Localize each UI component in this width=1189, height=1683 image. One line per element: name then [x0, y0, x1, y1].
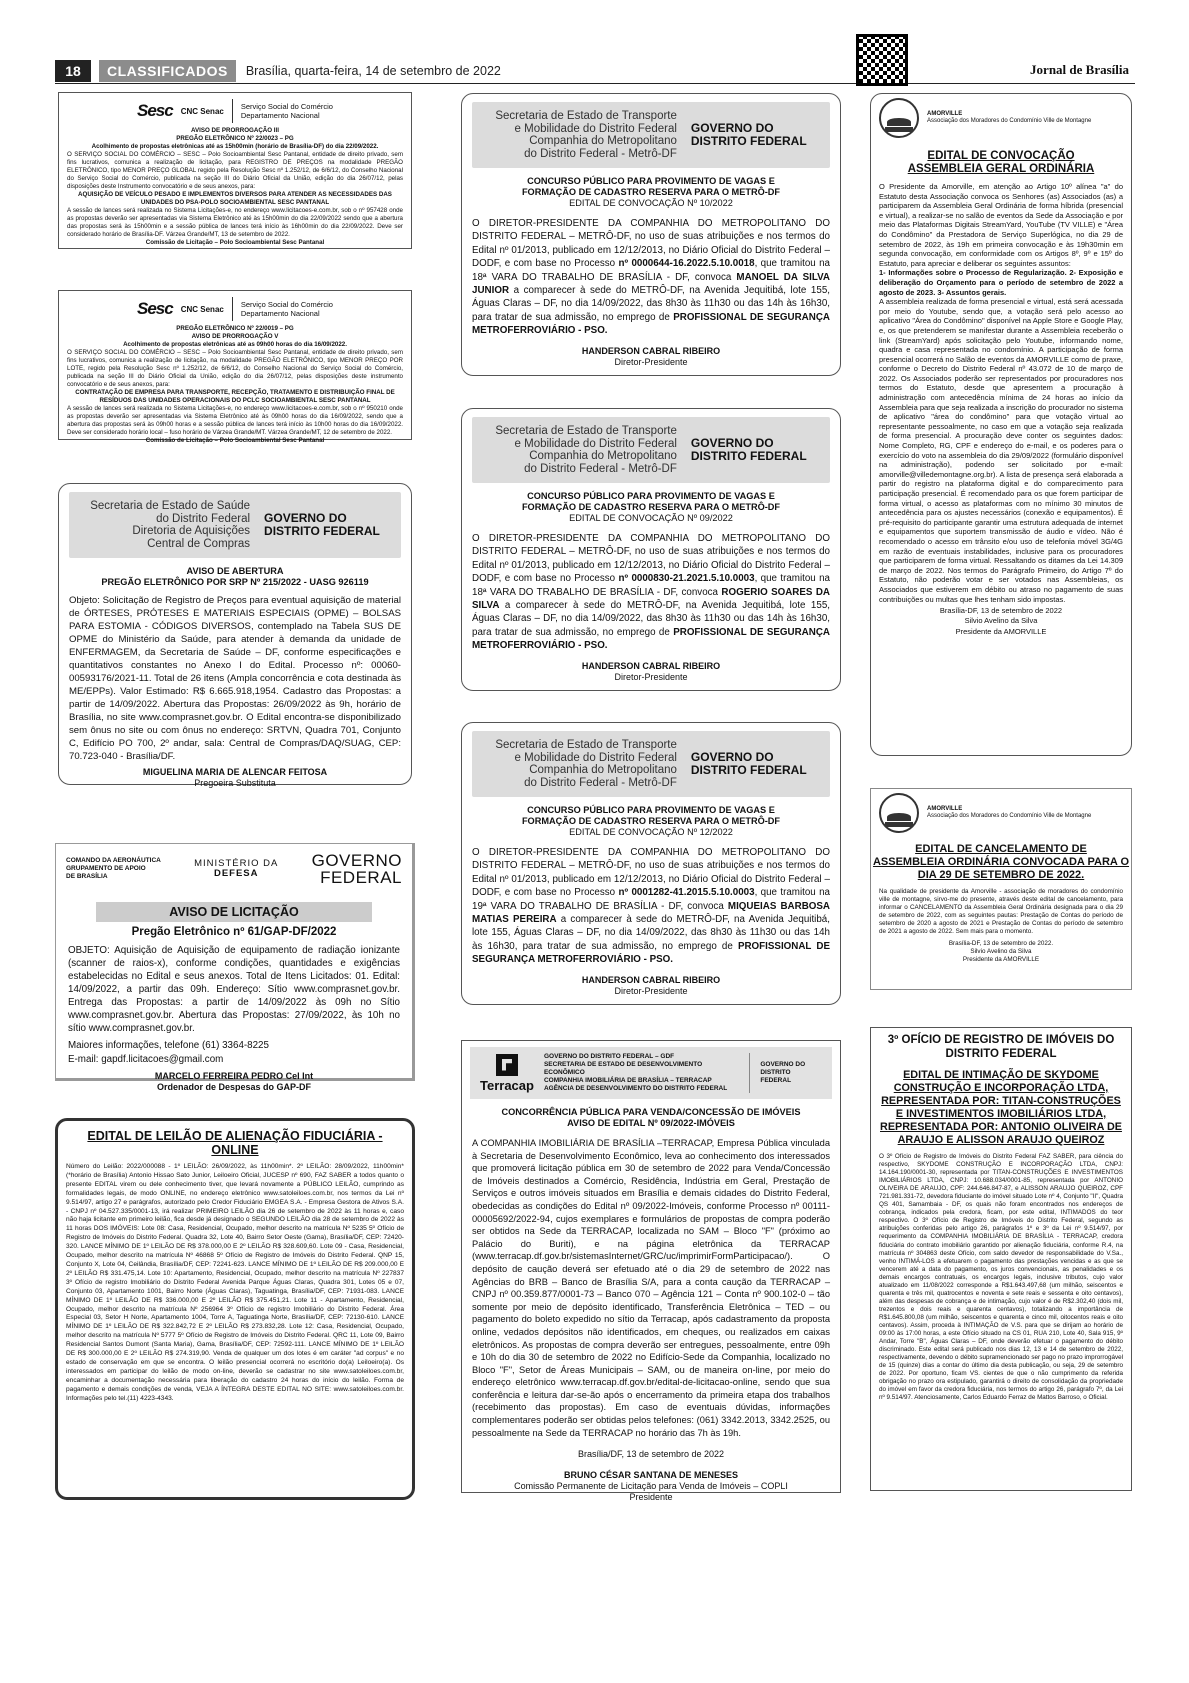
candidate-name: MIQUEIAS BARBOSA MATIAS PEREIRA	[472, 900, 830, 926]
gov-line-1: GOVERNO DO	[264, 511, 347, 525]
notice-date: Brasília/DF, 13 de setembro de 2022	[577, 1449, 725, 1460]
process-number: nº 0000644-16.2022.5.10.0018	[618, 258, 755, 270]
org-line-3: Companhia do Metropolitano	[529, 450, 677, 462]
amorville-convocation	[870, 93, 1132, 756]
process-number: nº 0000830-21.2021.5.10.0003	[618, 573, 755, 585]
signer-name: MIGUELINA MARIA DE ALENCAR FEITOSA	[142, 767, 328, 777]
signer-name: HANDERSON CABRAL RIBEIRO	[581, 345, 721, 356]
notice-body-2: A assembleia realizada de forma presencial e virtual, está será acessada por meio do Youtube, sendo que, a votação será pelo acesso ao aplicativo "Área do Condômino" disponível na Apple Store e Google Play, e, os que pretenderem se manifestar durante a Assembleia receberão o link (StreamYard) após solicitação pelo Youtube, informando nome, quadra e casa representada no condomínio. A participação de forma presencial ocorrerá no Salão de eventos da AMORVILLE como de praxe, conforme o Decreto do Distrito Federal nº 43.072 de 10 de março de 2022. Os Associados poderão ser representados por procuradores nos termos do Estatuto, desde que apresentem a procuração à administração com antecedência mínima de 24 horas ao início da Assembleia para que seja realizada a inscrição do procurador no sistema de aplicativo "área do condômino" para que votação virtual ao representante pessoalmente, no caso em que a votação seja realizada de forma presencial. A procuração deve conter os seguintes dados: Nome Completo, RG, CPF e endereço do e-mail, e os poderes para o exercício do voto na assembleia do dia 29/09/2022 (formulário disponível na administração), podendo ser solicitado por e-mail: amorville@villedemontagne.org.br). A lista de presença será elaborada a partir do registro na plataforma digital e do comparecimento para participação presencial. É recomendado para os que forem participar de forma virtual, o acesso as plataformas com no mínimo 30 minutos de antecedência para os ajustes necessários (conexão e equipamentos). É pré-requisito do participante garantir uma estrutura adequada de internet e equipamentos que suportem transmissão de áudio e vídeo. Não é recomendado o acesso em trânsito e/ou uso de telefonia móvel 3G/4G em razão de eventuais instabilidades, inclusive para os procuradores que participarem de forma virtual. Ressaltando os ditames da Lei 14.309 de março de 2022. Nos termos do Parágrafo Primeiro, do Artigo 7º do Estatuto, não poderão votar e ser votados nas Assembleias, os Associados que estiverem em débito ou atraso no pagamento de suas contribuições ou multas que lhes tenham sido impostas.	[879, 297, 1123, 604]
registry-subtitle: EDITAL DE INTIMAÇÃO DE SKYDOME CONSTRUÇÃO E INCORPORAÇÃO LTDA, REPRESENTADA POR: TITAN-CONSTRUÇÕES E INVESTIMENTOS IMOBILIÁRIOS LTDA, REPRESENTADA POR: ANTONIO OLIVEIRA DE ARAUJO E ALISSON ARAUJO QUEIROZ	[880, 1069, 1122, 1146]
signer-name: Silvio Avelino da Silva	[970, 948, 1032, 955]
registry-title-2: DISTRITO FEDERAL	[945, 1047, 1057, 1060]
signer-role: Comissão Permanente de Licitação para Venda de Imóveis – COPLI	[514, 1481, 788, 1492]
amorville-logo-icon	[879, 98, 919, 138]
notice-header	[472, 102, 830, 168]
metro-notice-3	[461, 722, 841, 1005]
job-title: PROFISSIONAL DE SEGURANÇA METROFERROVIÁRIO - PSO.	[472, 940, 830, 966]
notice-title: EDITAL DE LEILÃO DE ALIENAÇÃO FIDUCIÁRIA - ONLINE	[87, 1129, 383, 1157]
gov-line-1: GOVERNO DO	[690, 436, 774, 450]
org-line-1: Serviço Social do Comércio	[240, 102, 333, 111]
org-line-3: COMPANHIA IMOBILIÁRIA DE BRASÍLIA – TERRACAP	[543, 1077, 712, 1084]
divider	[232, 99, 233, 123]
job-title: PROFISSIONAL DE SEGURANÇA METROFERROVIÁRIO - PSO.	[472, 626, 830, 652]
gov-line-2: DISTRITO FEDERAL	[690, 134, 807, 148]
org-line-2: Departamento Nacional	[240, 309, 320, 318]
notice-body: Objeto: Solicitação de Registro de Preços para eventual aquisição de material de ÓRTESES, PRÓTESES E MATERIAIS ESPECIAIS (OPME) – BOLSAS PARA ESTOMIA - CÓDIGOS DIVERSOS, contemplado na Tabela SUS DE OPME do Ministério da Saúde, para atender à demanda da unidade de ENFERMAGEM, da Secretaria de Saúde – DF, conforme especificações e quantitativos constantes no Anexo I do Edital. Processo nº: 00060-00593176/2021-11. Total de 26 itens (Ampla concorrência e cota destinada às ME/EPPs). Valor Estimado: R$ 6.665.918,1954. Cadastro das Propostas: a partir de 14/09/2022. Abertura das Propostas: 26/09/2022 às 9h, horário de Brasília, no site www.comprasnet.gov.br. O Edital encontra-se disponibilizado sem ônus no site ou com ônus no endereço: SRTVN, Quadra 701, Conjunto C, Edifício PO 700, 2º andar, sala: Central de Compras/DAQ/SUAG, CEP: 70.723-040 - Brasília/DF.	[69, 595, 401, 762]
org-line-3: Diretoria de Aquisições	[132, 525, 251, 537]
notice-body-2: A sessão de lances será realizada no Sistema Licitações-e, no endereço www.licitacoes-e.com.br, sob o nº 950210 onde as propostas deverão ser apresentadas via Sistema Eletrônico até às 09h00 horas do dia 16/09/2022, sendo que a abertura das propostas será às 09h00 horas e a sessão pública de lances terá início às 10h00 horas do dia 16/09/2022. Deve ser considerado horário local – fuso horário de Várzea Grande/MT. Várzea Grande/MT, 12 de setembro de 2022.	[67, 405, 403, 436]
notice-title: AVISO DE ABERTURA	[186, 566, 284, 576]
signer-role: Presidente da AMORVILLE	[955, 626, 1047, 636]
amorville-header	[871, 789, 1131, 837]
amorville-cancellation	[870, 788, 1132, 990]
body-pre: O DIRETOR-PRESIDENTE DA COMPANHIA DO METROPOLITANO DO DISTRITO FEDERAL – METRÔ-DF, no uso de suas atribuições e nos termos do Edital nº 01/2013, publicado em 12/12/2013, no Diário Oficial do Distrito Federal – DODF, e com base no Processo	[472, 218, 830, 270]
registro-notice	[870, 1027, 1132, 1491]
notice-title-2: FORMAÇÃO DE CADASTRO RESERVA PARA O METRÔ-DF	[521, 816, 781, 826]
notice-signature: Comissão de Licitação – Polo Socioambiental Sesc Pantanal	[145, 239, 325, 246]
notice-header	[69, 492, 401, 558]
notice-date: Brasília-DF, 13 de setembro de 2022	[939, 606, 1063, 616]
notice-body: O SERVIÇO SOCIAL DO COMÉRCIO – SESC – Polo Socioambiental Sesc Pantanal, entidade de direito privado, sem fins lucrativos, comunica a realização de licitação, para REGISTRO DE PREÇOS na modalidade PREGÃO ELETRÔNICO, tipo MENOR PREÇO GLOBAL regido pela Resolução Sesc nº 1.252/12, de 6/6/12, do Conselho Nacional do Serviço Social do Comércio, publicada na seção III do Diário Oficial da União, edição do dia 26/07/12, pelas disposições deste Instrumento convocatório e de seus anexos, para:	[67, 151, 403, 190]
registry-title-1: 3º OFÍCIO DE REGISTRO DE IMÓVEIS DO	[887, 1034, 1115, 1046]
signer-name: BRUNO CÉSAR SANTANA DE MENESES	[563, 1470, 738, 1481]
signer-role: Diretor-Presidente	[614, 985, 688, 996]
terracap-logo-text: Terracap	[480, 1077, 534, 1093]
candidate-name: ROGERIO SOARES DA SILVA	[472, 586, 830, 612]
notice-title-2: FORMAÇÃO DE CADASTRO RESERVA PARA O METRÔ-DF	[521, 187, 781, 197]
sesc-notice-2	[58, 290, 412, 444]
notice-title-1: CONCURSO PÚBLICO PARA PROVIMENTO DE VAGAS E	[527, 176, 775, 186]
body-post: a comparecer à sede do METRÔ-DF, na Avenida Jequitibá, lote 155, Águas Claras – DF, no dia 14/09/2022, das 8h30 às 11h30 ou das 14h às 16h30, para tratar de sua admissão, no emprego de	[472, 600, 830, 638]
signer-role: Diretor-Presidente	[614, 671, 688, 682]
org-line-3: Companhia do Metropolitano	[529, 135, 677, 147]
notice-title: PREGÃO ELETRÔNICO Nº 22/0019 – PG	[176, 325, 294, 332]
notice-title: EDITAL DE CONVOCAÇÃO	[927, 150, 1075, 162]
signer-role: Diretor-Presidente	[614, 356, 688, 367]
notice-object: CONTRATAÇÃO DE EMPRESA PARA TRANSPORTE, RECEPÇÃO, TRATAMENTO E DISTRIBUIÇÃO FINAL DE RESÍDUOS DAS UNIDADES OPERACIONAIS DO PCLC SOCIOAMBIENTAL SESC PANTANAL	[75, 389, 395, 404]
org-line-4: AGÊNCIA DE DESENVOLVIMENTO DO DISTRITO FEDERAL	[543, 1085, 728, 1092]
divider	[232, 297, 233, 321]
ministry-line-2: DEFESA	[213, 868, 259, 879]
notice-header	[472, 417, 830, 483]
org-line-1: GOVERNO DO DISTRITO FEDERAL – GDF	[543, 1053, 675, 1060]
body-pre: O DIRETOR-PRESIDENTE DA COMPANHIA DO METROPOLITANO DO DISTRITO FEDERAL – METRÔ-DF, no uso de suas atribuições e nos termos do Edital nº 01/2013, publicado em 12/12/2013, no Diário Oficial do Distrito Federal – DODF, e com base no Processo	[472, 533, 830, 585]
notice-body-2: A sessão de lances será realizada no Sistema Licitações-e, no endereço www.licitacoes-e.com.br, sob o nº 957428 onde as propostas deverão ser apresentadas via Sistema Eletrônico até às 15h00min do dia 22/09/2022 sendo que a abertura das propostas será às 15h00min e a sessão pública de lances terá início às 16h00min do dia 22/09/2022. Deve ser considerado horário de Brasília-DF. Várzea Grande/MT, 13 de setembro de 2022.	[67, 207, 403, 238]
association-subtitle: Associação dos Moradores do Condomínio Ville de Montagne	[927, 118, 1092, 124]
process-number: nº 0001282-41.2015.5.10.0003	[618, 887, 755, 899]
notice-header	[472, 731, 830, 797]
notice-body: O 3º Ofício de Registro de Imóveis do Distrito Federal FAZ SABER, para ciência do respectivo, SKYDOME CONSTRUÇÃO E INCORPORAÇÃO LTDA, CNPJ: 14.164.190/0001-30, representada por TITAN-CONSTRUÇÕES E INVESTIMENTOS IMOBILIÁRIOS LTDA, CNPJ: 10.688.034/0001-85, representada por ANTONIO OLIVEIRA DE ARAUJO, CPF: 244.646.847-87, e ALISSON ARAUJO QUEIROZ, CPF 721.981.331-72, devedora fiduciante do imóvel situado Lote nº 4, Conjunto "II", Quadra QS 401, Samambaia - DF, os quais não foram encontrados nos endereços de cobrança, indicados pela credora, ficam, por este edital, INTIMADOS do teor respectivo. O 3º Ofício de Registro de Imóveis do Distrito Federal, segundo as atribuições conferidas pelo artigo 26, parágrafos 1º e 3º da Lei nº 9.514/97, por requerimento da COMPANHIA IMOBILIÁRIA DE BRASÍLIA - TERRACAP, credora fiduciária do contrato imobiliário garantido por alienação fiduciária, conforme R.4, na matrícula nº 304863 deste Ofício, com saldo devedor de responsabilidade do V.Sa., venho INTIMÁ-LOS a efetuarem o pagamento das prestações vencidas e as que se vencerem até a data do pagamento, os juros convencionais, as penalidades e os demais encargos contratuais, os encargos legais, inclusive tributos, cujo valor atualizado em 11/08/2022 corresponde a R$1.643.497,68 (um milhão, seiscentos e quarenta e três mil, quatrocentos e noventa e sete reais e sessenta e oito centavos), além das despesas de cobrança e de intimação, cujo valor é de R$2.302,40 (dois mil, trezentos e dois reais e quarenta centavos), totalizando a importância de R$1.645.800,08 (um milhão, seiscentos e quarenta e cinco mil, oitocentos reais e oito centavos). Assim, proceda à INTIMAÇÃO de V.S. para que se dirijam ao horário de 09:00 às 17:00 horas, a este Ofício situado na CS 01, RUA 210, Lote 40, Sala 915, 9º Andar, Torre "B", Águas Claras – DF, onde deverão efetuar o pagamento do débito discriminado. Este edital será publicado nos dias 12, 13 e 14 de setembro de 2022, respectivamente, devendo o débito supramencionado ser pago no prazo improrrogável de 15 (quinze) dias a contar do último dia desta publicação, ou seja, 29 de setembro de 2022. Por oportuno, ficam VS. cientes de que o não cumprimento da referida obrigação no prazo ora estipulado, garantirá o direito de consolidação da propriedade do imóvel em favor da credora fiduciária, nos termos do artigo 26, parágrafo 7º, da Lei nº 9.514/97. Atenciosamente, Carlos Eduardo Ferraz de Mattos Barroso, o Oficial.	[879, 1153, 1123, 1402]
notice-title: Pregão Eletrônico nº 61/GAP-DF/2022	[131, 926, 337, 938]
signer-role: Pregoeira Substituta	[194, 778, 276, 788]
body-mid: , que tramitou na 19ª VARA DO TRABALHO DE BRASÍLIA - DF, convoca	[472, 887, 830, 912]
gov-line-2: DISTRITO FEDERAL	[760, 1069, 792, 1084]
org-line-1: Secretaria de Estado de Transporte	[495, 425, 677, 437]
notice-banner: AVISO DE LICITAÇÃO	[96, 902, 372, 922]
metro-notice-1	[461, 93, 841, 376]
job-title: PROFISSIONAL DE SEGURANÇA METROFERROVIÁRIO - PSO.	[472, 311, 830, 337]
cnc-senac-logo: CNC Senac	[180, 106, 224, 116]
org-line-1: COMANDO DA AERONÁUTICA	[66, 857, 161, 864]
candidate-name: MANOEL DA SILVA JUNIOR	[472, 271, 830, 297]
signer-name: Silvio Avelino da Silva	[964, 616, 1038, 626]
org-line-4: do Distrito Federal - Metrô-DF	[524, 147, 677, 160]
org-line-3: Companhia do Metropolitano	[529, 764, 677, 776]
notice-title-1: CONCURSO PÚBLICO PARA PROVIMENTO DE VAGAS E	[527, 805, 775, 815]
gov-line-1: GOVERNO DO	[690, 121, 774, 135]
body-pre: O DIRETOR-PRESIDENTE DA COMPANHIA DO METROPOLITANO DO DISTRITO FEDERAL – METRÔ-DF, no uso de suas atribuições e nos termos do Edital nº 01/2013, publicado em 12/12/2013, no Diário Oficial do Distrito Federal – DODF, e com base no Processo	[472, 847, 830, 899]
notice-title: CONCORRÊNCIA PÚBLICA PARA VENDA/CONCESSÃO DE IMÓVEIS	[501, 1107, 801, 1117]
notice-edital: EDITAL DE CONVOCAÇÃO Nº 12/2022	[569, 827, 733, 837]
signer-name: MARCELO FERREIRA PEDRO Cel Int	[154, 1071, 314, 1081]
notice-body: O SERVIÇO SOCIAL DO COMÉRCIO – SESC – Polo Socioambiental Sesc Pantanal, entidade de direito privado, sem fins lucrativos, comunica a realização de licitação, na modalidade PREGÃO ELETRÔNICO, tipo MENOR PREÇO POR LOTE, regido pela Resolução Sesc nº 1.252/12, de 6/6/12, do Conselho Nacional do Serviço Social do Comércio, publicada na seção III do Diário Oficial da União, edição do dia 26/07/12, pelas disposições deste instrumento convocatório e de seus anexos, para:	[67, 349, 403, 388]
gov-line-1: GOVERNO DO	[760, 1061, 806, 1068]
notice-info: Maiores informações, telefone (61) 3364-8225	[68, 1040, 269, 1051]
org-line-3: DE BRASÍLIA	[66, 873, 108, 880]
metro-notice-2	[461, 408, 841, 691]
sesc-logo: Sesc	[137, 299, 173, 318]
saude-notice	[58, 483, 412, 788]
signer-role: Presidente da AMORVILLE	[962, 956, 1040, 963]
body-post: a comparecer à sede do METRÔ-DF, na Avenida Jequitibá, lote 155, Águas Claras – DF, no dia 14/09/2022, das 8h30 às 11h30 ou das 14h às 16h30, para tratar de sua admissão, no emprego de	[472, 285, 830, 323]
cnc-senac-logo: CNC Senac	[180, 304, 224, 314]
notice-date: Brasília-DF, 13 de setembro de 2022.	[948, 940, 1054, 947]
gov-line-2: DISTRITO FEDERAL	[690, 763, 807, 777]
journal-name: Jornal de Brasília	[1030, 62, 1129, 77]
notice-deadline: Acolhimento de propostas eletrônicas até as 15h00min (horário de Brasília-DF) do dia 22/09/2022.	[91, 143, 379, 150]
date-line: Brasília, quarta-feira, 14 de setembro de 2022	[245, 63, 501, 78]
org-line-2: GRUPAMENTO DE APOIO	[66, 865, 146, 872]
notice-subtitle: PREGÃO ELETRÔNICO Nº 22/0023 – PG	[176, 135, 294, 142]
amorville-logo-icon	[879, 793, 919, 833]
org-line-1: Secretaria de Estado de Transporte	[495, 110, 677, 122]
notice-title: AVISO DE PRORROGAÇÃO III	[191, 127, 279, 134]
notice-edital: EDITAL DE CONVOCAÇÃO Nº 09/2022	[569, 513, 733, 523]
leilao-notice	[55, 1118, 415, 1500]
notice-body	[462, 532, 840, 653]
gov-line-1: GOVERNO	[311, 851, 402, 870]
terracap-logo-icon	[496, 1054, 518, 1076]
notice-signature: Comissão de Licitação – Polo Socioambiental Sesc Pantanal	[145, 437, 325, 444]
notice-body: O Presidente da Amorville, em atenção ao Artigo 10º alínea "a" do Estatuto desta Associação convoca os Senhores (as) Associados (as) a participarem da Assembleia Geral Ordinária de forma híbrida (presencial e virtual), a realizar-se no salão de eventos da Sede da Associação e por meio das Plataformas Digitais StreamYard, YouTube (TV VILLE) e "Área do Condômino" da Prestadora de Serviço Superlógica, no dia 29 de setembro de 2022, às 19h em primeira convocação e às 19h30min em segunda convocação, em conformidade com os Artigos 8º, 9º e 15º do Estatuto, para apreciar e deliberar os seguintes assuntos:	[879, 182, 1123, 268]
notice-title-1: CONCURSO PÚBLICO PARA PROVIMENTO DE VAGAS E	[527, 491, 775, 501]
association-name: AMORVILLE	[927, 111, 963, 117]
association-subtitle: Associação dos Moradores do Condomínio Ville de Montagne	[927, 813, 1092, 819]
signer-name: HANDERSON CABRAL RIBEIRO	[581, 974, 721, 985]
org-line-2: SECRETARIA DE ESTADO DE DESENVOLVIMENTO ECONÔMICO	[543, 1061, 703, 1076]
association-name: AMORVILLE	[927, 806, 963, 812]
notice-body: OBJETO: Aquisição de Aquisição de equipamento de radiação ionizante (scanner de raios-x), conforme condições, quantidades e exigências estabelecidas no Edital e seus anexos. Total de Itens Licitados: 01. Edital: 14/09/2022, a partir das 09h. Endereço: Sítio www.comprasnet.gov.br. Entrega das Propostas: a partir de 14/09/2022 às 09h no Sítio www.comprasnet.gov.br. Abertura das Propostas: 27/09/2022, às 10h no sítio www.comprasnet.gov.br.	[68, 945, 400, 1034]
gov-line-1: GOVERNO DO	[690, 750, 774, 764]
sesc-logo: Sesc	[137, 101, 173, 120]
notice-items: 1- Informações sobre o Processo de Regularização. 2- Exposição e deliberação do Orçamento para o período de setembro de 2022 a agosto de 2023. 3- Assuntos gerais.	[879, 268, 1123, 297]
notice-edital: EDITAL DE CONVOCAÇÃO Nº 10/2022	[569, 198, 733, 208]
body-mid: , que tramitou na 18ª VARA DO TRABALHO DE BRASÍLIA - DF, convoca	[472, 258, 830, 283]
notice-subtitle: AVISO DE PRORROGAÇÃO V	[191, 333, 279, 340]
sesc-notice-1	[58, 92, 412, 249]
notice-deadline: Acolhimento de propostas eletrônicas até as 09h00 horas do dia 16/09/2022.	[123, 341, 347, 348]
page-header	[55, 58, 1135, 84]
notice-body	[462, 217, 840, 338]
signer-role: Ordenador de Despesas do GAP-DF	[156, 1082, 312, 1092]
org-line-2: do Distrito Federal	[156, 512, 251, 525]
notice-header	[56, 844, 412, 892]
org-line-4: Central de Compras	[147, 537, 251, 550]
notice-body: Na qualidade de presidente da Amorville - associação de moradores do condomínio ville de montagne, sirvo-me do presente, através deste edital de cancelamento, para informar o CANCELAMENTO da Assembleia Geral Ordinária designada para o dia 29 de setembro de 2022, com as seguintes pautas: Prestação de Contas do período de setembro de 2020 a agosto de 2021 e Prestação de Contas do período de setembro de 2021 a agosto de 2022. Sem mais para o momento.	[879, 888, 1123, 935]
org-line-1: Secretaria de Estado de Saúde	[90, 500, 251, 512]
notice-body: Número do Leilão: 2022/000088 - 1º LEILÃO: 26/09/2022, às 11h00min*. 2º LEILÃO: 28/09/2022, 11h00min* (*horário de Brasília) Antonio Hissao Sato Junior, Leiloeiro Oficial, JUCESP nº 690, FAZ SABER a todos quanto o presente EDITAL virem ou dele conhecimento tiver, que levará novamente a PÚBLICO LEILÃO, cumprindo as formalidades legais, de modo ONLINE, no endereço eletrônico www.satoleiloes.com.br, nos termos da Lei nº 9.514/97, artigo 27 e parágrafos, autorizado pelo Credor Fiduciário EMGEA S.A. - Empresa Gestora de Ativos S.A. - CNPJ nº 04.527.335/0001-13, irá realizar PRIMEIRO LEILÃO dia 26 de setembro de 2022 às 11 horas e, caso não haja licitante em primeiro leilão, fica desde já designado o SEGUNDO LEILÃO dia 28 de setembro de 2022 às 11 horas DOS IMÓVEIS: Lote 08: Casa, Residencial, Ocupado, melhor descrito na matrícula Nº 5235 5º Ofício de Registro de Imóveis do Distrito Federal. Quadra 32, Lote 40, Bairro Setor Oeste (Gama), Brasília/DF, CEP: 72420-320. LANCE MÍNIMO DE 1º LEILÃO DE R$ 378.000,00 E 2º LEILÃO R$ 328.609,60. Lote 09 - Casa, Residencial, Ocupado, melhor descrito na matrícula Nº 46868 5º Ofício de Registro de Imóveis do Distrito Federal. QNP 15, Conjunto X, Lote 04, Ceilândia, Brasília/DF, CEP: 72241-623. LANCE MÍNIMO DE 1º LEILÃO DE R$ 209.000,00 E 2º LEILÃO R$ 331.475,14. Lote 10: Apartamento, Residencial, Ocupado, melhor descrito na matrícula Nº 227837 3º Ofício de registro Imobiliário do Distrito Federal Avenida Parque Águas Claras, Quadra 301, Lotes 05 e 07, Conjunto 03, Apartamento 1001, Bairro Norte (Águas Claras), Taguatinga, Brasília/DF, CEP: 71931-083. LANCE MÍNIMO DE 1º LEILÃO DE R$ 336.000,00 E 2º LEILÃO R$ 375.451,21. Lote 11 - Apartamento, Residencial, Ocupado, melhor descrito na matrícula Nº 256964 3º Ofício de registro Imobiliário do Distrito Federal. Área Especial 03, Setor H Norte, Apartamento 1004, Torre A, Taguatinga Norte, Brasília/DF, CEP: 72130-610. LANCE MÍNIMO DE 1º LEILÃO DE R$ 322.842,72 E 2º LEILÃO R$ 273.832,28. Lote 12: Casa, Residencial, Ocupado, melhor descrito na matrícula Nº 5777 5º Ofício de Registro de Imóveis do Distrito Federal. QRC 11, Lote 09, Bairro Residencial Santos Dumont (Santa Maria), Gama, Brasília/DF, CEP: 72592-111. LANCE MÍNIMO DE 1º LEILÃO DE R$ 300.000,00 E 2º LEILÃO R$ 274.319,90. Venda de qualquer um dos lotes é em caráter "ad corpus" e no estado de conservação em que se encontra. O leilão presencial ocorrerá no escritório do(a) Leiloeiro(a). Os interessados em participar do leilão de modo on-line, deverão se cadastrar no site www.satoleiloes.com.br, encaminhar a documentação necessária para liberação do cadastro 24 horas do início do leilão. Forma de pagamento e demais condições de venda, VEJA A ÍNTEGRA DESTE EDITAL NO SITE: www.satoleiloes.com.br. Informações pelo tel.(11) 4223-4343.	[66, 1163, 404, 1402]
notice-body: A COMPANHIA IMOBILIÁRIA DE BRASÍLIA –TERRACAP, Empresa Pública vinculada à Secretaria de Desenvolvimento Econômico, leva ao conhecimento dos interessados que promoverá licitação pública em 30 de setembro de 2022 para Venda/Concessão de Imóveis destinados a Comércio, Residência, Indústria em Geral, Prestação de Serviços e outros imóveis situados em Brasília e demais cidades do Distrito Federal, obedecidas as condições do Edital nº 09/2022-Imóveis, conforme Processo nº 00111-00005692/2022-94, cujos exemplares e formulários de propostas de compra poderão ser obtidos na Sede da TERRACAP, localizada no SAM – Bloco "F" (próximo ao Palácio do Buriti), e na página eletrônica da TERRACAP (www.terracap.df.gov.br/sistemasInternet/GRC/uc/imprimirFormParticipacao/). O depósito de caução deverá ser efetuado até o dia 29 de setembro de 2022 nas Agências do BRB – Banco de Brasília S/A, para a conta caução da TERRACAP – CNPJ nº 00.359.877/0001-73 – Banco 070 – Agência 121 – Conta nº 900.102-0 – tão somente por meio de depósito identificado, Transferência Eletrônica – TED – ou pagamento do boleto expedido no sítio da Terracap, após cadastramento da proposta online, vedados depósitos não identificados, em cheques, ou realizados em caixas eletrônicos. As propostas de compra deverão ser entregues, pessoalmente, entre 09h e 10h do dia 30 de setembro de 2022 no Edifício-Sede da Companhia, localizado no Bloco "F", Setor de Áreas Municipais – SAM, ou de maneira on-line, por meio do endereço eletrônico www.terracap.df.gov.br/edital-de-licitacao-online, sendo que sua conferência e leitura dar-se-ão após o encerramento da primeira etapa dos trabalhos (recebimento das propostas). Em caso de eventuais dúvidas, informações complementares poderão ser obtidas pelos telefones: (061) 3342.2013, 3342.2525, ou pessoalmente na Sede da TERRACAP no horário das 7h às 19h.	[472, 1138, 830, 1438]
terracap-notice	[461, 1040, 841, 1503]
qr-code-icon	[856, 34, 908, 86]
notice-title-2: FORMAÇÃO DE CADASTRO RESERVA PARA O METRÔ-DF	[521, 502, 781, 512]
notice-object: AQUISIÇÃO DE VEÍCULO PESADO E IMPLEMENTOS DIVERSOS PARA ATENDER AS NECESSIDADES DAS UNIDADES DO PSA-POLO SOCIOAMBIENTAL SESC PANTANAL	[78, 191, 392, 206]
notice-title-3: DIA 29 DE SETEMBRO DE 2022.	[917, 869, 1085, 881]
gov-line-2: DISTRITO FEDERAL	[690, 449, 807, 463]
notice-subtitle: AVISO DE EDITAL Nº 09/2022-IMÓVEIS	[567, 1118, 735, 1128]
notice-subtitle: ASSEMBLEIA GERAL ORDINÁRIA	[907, 163, 1095, 175]
page-number: 18	[55, 60, 91, 82]
org-line-2: e Mobilidade do Distrito Federal	[514, 122, 677, 135]
body-post: a comparecer à sede do METRÔ-DF, na Avenida Jequitibá, lote 155, Águas Claras – DF, no dia 14/09/2022, das 8h30 às 11h30 ou das 14h às 16h30, para tratar de sua admissão, no emprego de	[472, 914, 830, 952]
signer-name: HANDERSON CABRAL RIBEIRO	[581, 660, 721, 671]
notice-title-1: EDITAL DE CANCELAMENTO DE	[915, 843, 1087, 855]
org-line-4: do Distrito Federal - Metrô-DF	[524, 462, 677, 475]
org-line-2: e Mobilidade do Distrito Federal	[514, 751, 677, 764]
body-mid: , que tramitou na 18ª VARA DO TRABALHO DE BRASÍLIA - DF, convoca	[472, 573, 830, 598]
notice-title-2: ASSEMBLEIA ORDINÁRIA CONVOCADA PARA O	[872, 856, 1130, 868]
amorville-header	[871, 94, 1131, 142]
gov-line-2: FEDERAL	[320, 868, 402, 887]
fab-notice	[55, 843, 415, 1092]
signer-role-2: Presidente	[629, 1492, 673, 1503]
org-line-4: do Distrito Federal - Metrô-DF	[524, 776, 677, 789]
notice-subtitle: PREGÃO ELETRÔNICO POR SRP Nº 215/2022 - UASG 926119	[101, 577, 369, 587]
org-line-1: Secretaria de Estado de Transporte	[495, 739, 677, 751]
org-line-2: Departamento Nacional	[240, 111, 320, 120]
org-line-2: e Mobilidade do Distrito Federal	[514, 437, 677, 450]
notice-body	[462, 846, 840, 967]
gov-line-2: DISTRITO FEDERAL	[264, 524, 380, 538]
notice-email: E-mail: gapdf.licitacoes@gmail.com	[68, 1054, 224, 1065]
section-label: CLASSIFICADOS	[99, 60, 236, 82]
notice-header	[470, 1047, 832, 1099]
org-line-1: Serviço Social do Comércio	[240, 300, 333, 309]
ministry-line-1: MINISTÉRIO DA	[194, 858, 279, 869]
